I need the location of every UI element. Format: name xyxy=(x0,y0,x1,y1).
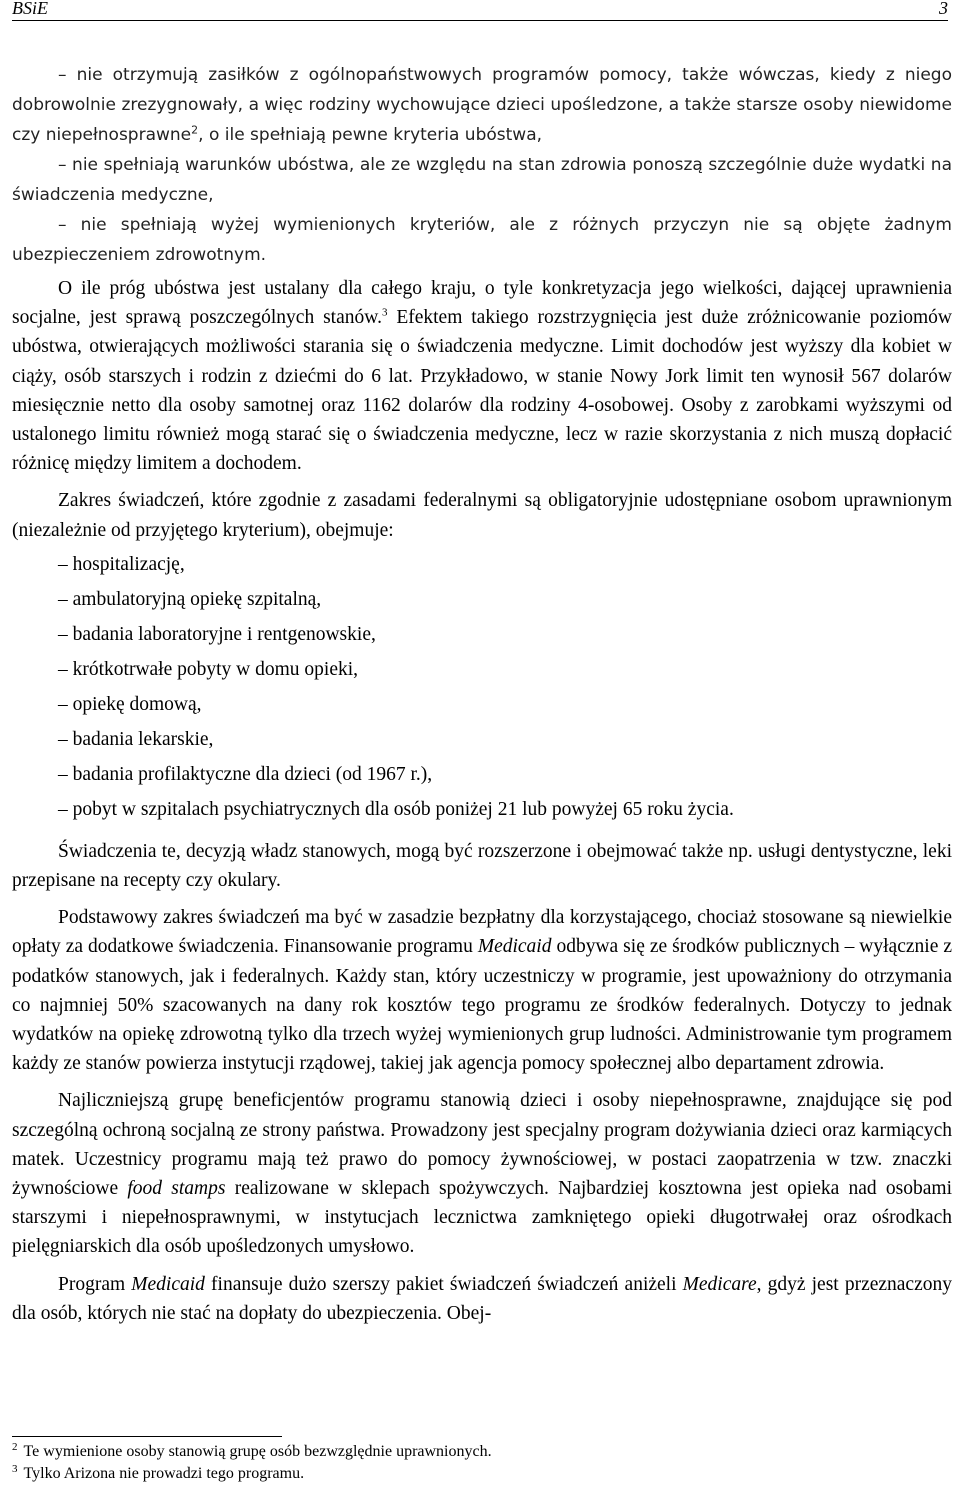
list-item: – opiekę domową, xyxy=(58,693,202,715)
paragraph-extended-services: Świadczenia te, decyzją władz stanowych, mogą być rozszerzone i obejmować także np. usługi dentystyczne, leki przepisane na recepty czy okulary. xyxy=(12,840,952,892)
header-journal-title: BSiE xyxy=(12,0,48,18)
header-page-number: 3 xyxy=(939,0,948,18)
paragraph-medicaid-vs-medicare: Program Medicaid finansuje dużo szerszy pakiet świadczeń świadczeń aniżeli Medicare, gdyż jest przeznaczony dla osób, których nie stać na dopłaty do ubezpieczenia. Obej- xyxy=(12,1273,952,1324)
list-item: – badania laboratoryjne i rentgenowskie, xyxy=(58,623,376,645)
list-item: – badania profilaktyczne dla dzieci (od 1967 r.), xyxy=(58,763,433,785)
paragraph-beneficiaries: Najliczniejszą grupę beneficjentów programu stanowią dzieci i osoby niepełnosprawne, znajdujące się pod szczególną ochroną socjalną ze strony państwa. Prowadzony jest specjalny program dożywiania dzieci oraz karmiących matek. Uczestnicy programu mają też prawo do pomocy żywnościowej, w postaci zaopatrzenia w tzw. znaczki żywnościowe food stamps realizowane w sklepach spożywczych. Najbardziej kosztowna jest opieka nad osobami starszymi i niepełnosprawnymi, w instytucjach lecznictwa zamkniętego opieki długotrwałej oraz ośrodkach pielęgniarskich dla osób upośledzonych umysłowo. xyxy=(12,1090,952,1258)
list-item: – badania lekarskie, xyxy=(58,728,214,750)
eligibility-dash-list xyxy=(12,60,952,270)
list-item: – hospitalizację, xyxy=(58,553,185,575)
paragraph-scope-intro: Zakres świadczeń, które zgodnie z zasadami federalnymi są obligatoryjnie udostępniane osobom uprawnionym (niezależnie od przyjętego kryterium), obejmuje: xyxy=(12,490,952,541)
list-item: – pobyt w szpitalach psychiatrycznych dla osób poniżej 21 lub powyżej 65 roku życia. xyxy=(58,798,734,820)
footnotes xyxy=(12,1436,572,1485)
footnote: $^2$ Te wymienione osoby stanowią grupę osób bezwzględnie uprawnionych. xyxy=(12,1440,492,1460)
list-item: – krótkotrwałe pobyty w domu opieki, xyxy=(58,658,359,680)
paragraph-financing: Podstawowy zakres świadczeń ma być w zasadzie bezpłatny dla korzystającego, chociaż stosowane są niewielkie opłaty za dodatkowe świadczenia. Finansowanie programu Medicaid odbywa się ze środków publicznych – wyłącznie z podatków stanowych, jak i federalnych. Każdy stan, który uczestniczy w programie, jest upoważniony do otrzymania co najmniej 50% szacowanych na dany rok kosztów tego programu ze środków federalnych. Dotyczy to jednak wydatków na opiekę zdrowotną tylko dla trzech wyżej wymienionych grup ludności. Administrowanie tym programem każdy ze stanów powierza instytucji rządowej, takiej jak agencja pomocy społecznej albo departament zdrowia. xyxy=(12,907,952,1075)
footnote-ref: 2 xyxy=(191,123,199,137)
footnote-ref: 3 xyxy=(381,306,388,319)
running-header xyxy=(12,0,948,21)
dash-item: – nie otrzymują zasiłków z ogólnopaństwowych programów pomocy, także wówczas, kiedy z niego dobrowolnie zrezygnowały, a więc rodziny wychowujące dzieci upośledzone, a także starsze osoby niewidome czy niepełnosprawne$^2$, o ile spełniają pewne kryteria ubóstwa, xyxy=(12,65,952,145)
page-body xyxy=(12,60,952,1336)
paragraph-poverty-threshold: O ile próg ubóstwa jest ustalany dla całego kraju, o tyle konkretyzacja jego wielkości, dającej uprawnienia socjalne, jest sprawą poszczególnych stanów.$^3$ Efektem takiego rozstrzygnięcia jest duże zróżnicowanie poziomów ubóstwa, otwierających możliwości starania się o świadczenia medyczne. Limit dochodów jest wyższy dla kobiet w ciąży, osób starszych i rodzin z dziećmi do 6 lat. Przykładowo, w stanie Nowy Jork limit ten wynosił 567 dolarów miesięcznie netto dla osoby samotnej oraz 1162 dolarów dla rodziny 4-osobowej. Osoby z zarobkami wyższymi od ustalonego limitu również mogą starać się o świadczenia medyczne, lecz w razie skorzystania z nich muszą dopłacić różnicę między limitem a dochodem. xyxy=(12,278,953,475)
list-item: – ambulatoryjną opiekę szpitalną, xyxy=(58,588,322,610)
footnote-divider xyxy=(12,1436,282,1437)
footnote: $^3$ Tylko Arizona nie prowadzi tego programu. xyxy=(12,1462,305,1482)
services-list xyxy=(12,547,952,827)
dash-item: – nie spełniają warunków ubóstwa, ale ze względu na stan zdrowia ponoszą szczególnie duże wydatki na świadczenia medyczne, xyxy=(12,155,952,205)
dash-item: – nie spełniają wyżej wymienionych kryteriów, ale z różnych przyczyn nie są objęte żadnym ubezpieczeniem zdrowotnym. xyxy=(12,215,952,265)
